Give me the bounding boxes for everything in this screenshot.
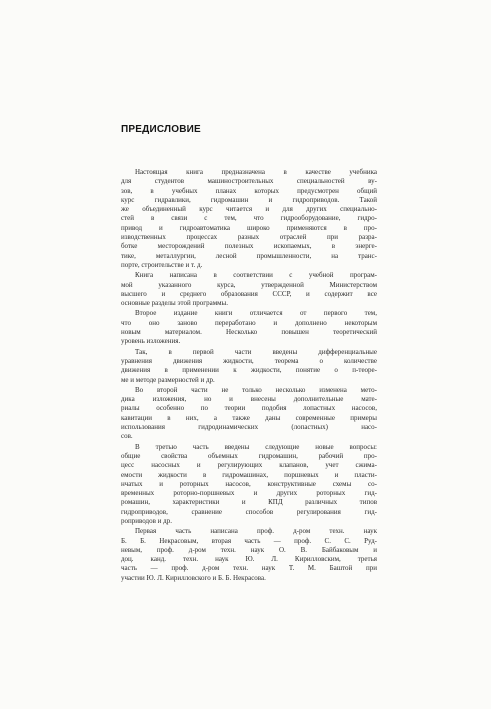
text-line: тике, металлургии, лесной промышленности, на транс- <box>121 251 377 260</box>
text-line: что оно заново переработано и дополнено некоторым <box>121 318 377 327</box>
text-line: часть — проф. д-ром техн. наук Т. М. Баштой при <box>121 564 377 573</box>
text-line: временных роторно-поршневых и других роторных гид- <box>121 489 377 498</box>
text-line: ботке месторождений полезных ископаемых, в энерге- <box>121 242 377 251</box>
text-line: доц. канд. техн. наук Ю. Л. Кирилловским, третья <box>121 555 377 564</box>
paragraph <box>121 309 377 346</box>
text-line: Так, в первой части введены дифференциальные <box>135 347 377 356</box>
page-heading: ПРЕДИСЛОВИЕ <box>121 124 201 135</box>
text-line: риалы особенно по теории подобия лопастных насосов, <box>121 404 377 413</box>
text-line: емости жидкости в гидромашинах, поршневых и пласти- <box>121 470 377 479</box>
text-line: невым, проф. д-ром техн. наук О. В. Байбаковым и <box>121 545 377 554</box>
text-line: участии Ю. Л. Кирилловского и Б. Б. Некрасова. <box>121 573 266 582</box>
text-line: нчатых и роторных насосов, конструктивные схемы со- <box>121 479 377 488</box>
text-line: мой указанного курса, утвержденной Министерством <box>121 280 377 289</box>
text-line: Во второй части не только несколько изменена мето- <box>135 385 377 394</box>
text-line: уравнения движения жидкости, теорема о количестве <box>121 356 377 365</box>
paragraph <box>121 168 377 270</box>
text-line: Книга написана в соответствии с учебной програм- <box>135 271 377 280</box>
text-line: основные разделы этой программы. <box>121 299 229 308</box>
preface-body <box>121 168 377 584</box>
text-line: ромашин, характеристики и КПД различных типов <box>121 498 377 507</box>
text-line: Второе издание книги отличается от первого тем, <box>135 309 377 318</box>
text-line: стей в связи с тем, что гидрооборудование, гидро- <box>121 214 377 223</box>
text-line: зов, в учебных планах которых предусмотрен общий <box>121 186 377 195</box>
text-line: уровень изложения. <box>121 337 181 346</box>
text-line: кавитации в них, а также даны современные примеры <box>121 413 377 422</box>
text-line: Б. Б. Некрасовым, вторая часть — проф. С. С. Руд- <box>121 536 377 545</box>
text-line: же объединенный курс читается и для других специально- <box>121 205 377 214</box>
text-line: порте, строительстве и т. д. <box>121 260 203 269</box>
paragraph <box>121 386 377 442</box>
paragraph <box>121 443 377 527</box>
text-line: Настоящая книга предназначена в качестве учебника <box>135 168 377 176</box>
text-line: изводственных процессах разных отраслей при разра- <box>121 233 377 242</box>
text-line: новым материалом. Несколько повышен теоретический <box>121 328 377 337</box>
text-line: общие свойства объемных гидромашин, рабочий про- <box>121 451 377 460</box>
text-line: курс гидравлики, гидромашин и гидроприводов. Такой <box>121 195 377 204</box>
text-line: роприводов и др. <box>121 516 172 525</box>
paragraph <box>121 527 377 583</box>
text-line: ме и методе размерностей и др. <box>121 375 215 384</box>
text-line: гидроприводов, сравнение способов регулирования гид- <box>121 507 377 516</box>
paragraph <box>121 348 377 385</box>
paragraph-gap <box>121 583 377 584</box>
text-line: В третью часть введены следующие новые вопросы: <box>135 442 377 451</box>
paragraph <box>121 271 377 308</box>
text-line: для студентов машиностроительных специальностей ву- <box>121 177 377 186</box>
text-line: высшего и среднего образования СССР, и содержит все <box>121 289 377 298</box>
text-line: дика изложения, но и внесены дополнительные мате- <box>121 395 377 404</box>
text-line: привод и гидроавтоматика широко применяются в про- <box>121 223 377 232</box>
text-line: движения в применении к жидкости, понятие о п-теоре- <box>121 366 377 375</box>
text-line: Первая часть написана проф. д-ром техн. наук <box>135 527 377 536</box>
text-line: сов. <box>121 432 133 441</box>
text-line: использования гидродинамических (лопастных) насо- <box>121 423 377 432</box>
text-line: цесс насосных и регулирующих клапанов, учет сжима- <box>121 461 377 470</box>
